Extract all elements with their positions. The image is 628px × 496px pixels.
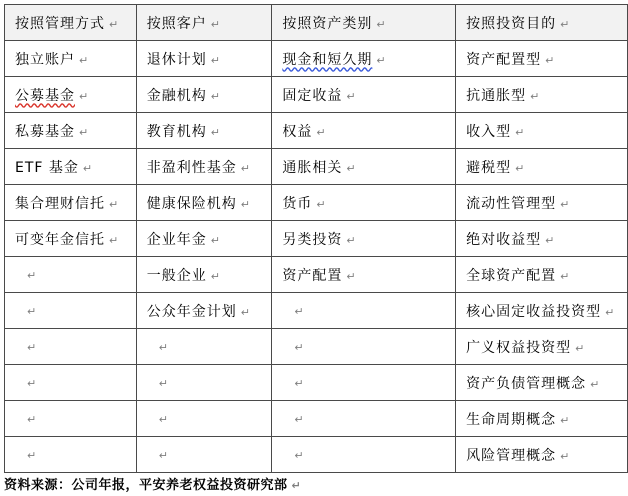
header-cell	[456, 5, 628, 41]
cell-text: 全球资产配置	[466, 267, 557, 284]
cell-text: 退休计划	[146, 51, 207, 68]
table-cell	[5, 257, 137, 293]
header-cell	[136, 5, 272, 41]
paragraph-mark: ↵	[294, 412, 305, 426]
paragraph-mark: ↵	[294, 340, 305, 354]
table-cell	[272, 329, 456, 365]
table-cell	[136, 437, 272, 473]
table-cell	[272, 293, 456, 329]
table-row	[5, 437, 628, 473]
cell-text: 广义权益投资型	[466, 339, 572, 356]
paragraph-mark: ↵	[560, 17, 571, 31]
paragraph-mark: ↵	[158, 376, 169, 390]
paragraph-mark: ↵	[316, 197, 327, 211]
paragraph-mark: ↵	[376, 53, 387, 67]
cell-text: 现金和短久期	[282, 51, 373, 68]
paragraph-mark: ↵	[27, 268, 38, 282]
paragraph-mark: ↵	[575, 341, 586, 355]
table-cell	[136, 185, 272, 221]
paragraph-mark: ↵	[346, 161, 357, 175]
table-body	[5, 41, 628, 473]
table-cell	[136, 113, 272, 149]
table-cell	[456, 329, 628, 365]
paragraph-mark: ↵	[240, 197, 251, 211]
paragraph-mark: ↵	[560, 449, 571, 463]
paragraph-mark: ↵	[210, 17, 221, 31]
cell-text: 货币	[282, 195, 313, 212]
table-row	[5, 329, 628, 365]
table-cell	[5, 329, 137, 365]
paragraph-mark: ↵	[291, 479, 302, 492]
table-row	[5, 257, 628, 293]
table-cell	[136, 41, 272, 77]
table-cell	[5, 365, 137, 401]
paragraph-mark: ↵	[27, 340, 38, 354]
table-cell	[5, 149, 137, 185]
table-row	[5, 365, 628, 401]
table-cell	[136, 329, 272, 365]
table-cell	[136, 401, 272, 437]
paragraph-mark: ↵	[210, 233, 221, 247]
table-cell	[272, 185, 456, 221]
header-text: 按照投资目的	[466, 15, 557, 32]
table-header	[5, 5, 628, 41]
header-text: 按照客户	[146, 15, 207, 32]
cell-text: 固定收益	[282, 87, 343, 104]
paragraph-mark: ↵	[545, 53, 556, 67]
cell-text: 资产负债管理概念	[466, 375, 587, 392]
paragraph-mark: ↵	[158, 412, 169, 426]
table-cell	[136, 257, 272, 293]
paragraph-mark: ↵	[515, 125, 526, 139]
paragraph-mark: ↵	[79, 89, 90, 103]
source-text: 资料来源：公司年报，平安养老权益投资研究部	[4, 478, 288, 493]
cell-text: 一般企业	[146, 267, 207, 284]
table-cell	[136, 221, 272, 257]
table-cell	[5, 293, 137, 329]
table-cell	[456, 185, 628, 221]
paragraph-mark: ↵	[530, 89, 541, 103]
paragraph-mark: ↵	[158, 340, 169, 354]
cell-text: 公众年金计划	[146, 303, 237, 320]
cell-text: 权益	[282, 123, 313, 140]
paragraph-mark: ↵	[560, 413, 571, 427]
table-row	[5, 149, 628, 185]
header-text: 按照资产类别	[282, 15, 373, 32]
cell-text: 教育机构	[146, 123, 207, 140]
source-note	[4, 474, 301, 493]
table-cell	[456, 77, 628, 113]
paragraph-mark: ↵	[82, 161, 94, 175]
table-cell	[272, 41, 456, 77]
table-cell	[456, 401, 628, 437]
table-cell	[5, 41, 137, 77]
table-cell	[456, 437, 628, 473]
cell-text: 核心固定收益投资型	[466, 303, 602, 320]
paragraph-mark: ↵	[27, 376, 38, 390]
cell-text: 金融机构	[146, 87, 207, 104]
cell-text: 公募基金	[15, 87, 75, 104]
table-cell	[272, 401, 456, 437]
paragraph-mark: ↵	[27, 304, 38, 318]
table-cell	[5, 437, 137, 473]
table-cell	[5, 185, 137, 221]
cell-text: 健康保险机构	[146, 195, 237, 212]
table-row	[5, 113, 628, 149]
cell-text: 非盈利性基金	[146, 159, 237, 176]
cell-text: ETF 基金	[15, 159, 79, 176]
table-cell	[136, 77, 272, 113]
paragraph-mark: ↵	[376, 17, 387, 31]
header-text: 按照管理方式	[15, 15, 105, 32]
header-cell	[272, 5, 456, 41]
cell-text: 资产配置	[282, 267, 343, 284]
table-cell	[456, 257, 628, 293]
table-cell	[5, 77, 137, 113]
paragraph-mark: ↵	[545, 233, 556, 247]
table-cell	[456, 293, 628, 329]
table-cell	[456, 365, 628, 401]
cell-text: 私募基金	[15, 123, 75, 140]
paragraph-mark: ↵	[210, 269, 221, 283]
cell-text: 资产配置型	[466, 51, 542, 68]
table-cell	[272, 77, 456, 113]
table-cell	[272, 113, 456, 149]
paragraph-mark: ↵	[346, 269, 357, 283]
paragraph-mark: ↵	[605, 305, 616, 319]
paragraph-mark: ↵	[27, 412, 38, 426]
table-cell	[456, 149, 628, 185]
paragraph-mark: ↵	[316, 125, 327, 139]
classification-table	[4, 4, 628, 473]
table-cell	[456, 221, 628, 257]
table-cell	[136, 293, 272, 329]
cell-text: 抗通胀型	[466, 87, 527, 104]
cell-text: 风险管理概念	[466, 447, 557, 464]
table-row	[5, 41, 628, 77]
table-cell	[136, 365, 272, 401]
table-row	[5, 77, 628, 113]
table-cell	[5, 113, 137, 149]
paragraph-mark: ↵	[210, 125, 221, 139]
paragraph-mark: ↵	[294, 448, 305, 462]
paragraph-mark: ↵	[240, 305, 251, 319]
cell-text: 另类投资	[282, 231, 343, 248]
paragraph-mark: ↵	[27, 448, 38, 462]
paragraph-mark: ↵	[590, 377, 601, 391]
paragraph-mark: ↵	[109, 233, 120, 247]
paragraph-mark: ↵	[346, 89, 357, 103]
table-cell	[272, 149, 456, 185]
cell-text: 企业年金	[146, 231, 207, 248]
cell-text: 集合理财信托	[15, 195, 105, 212]
header-cell	[5, 5, 137, 41]
cell-text: 可变年金信托	[15, 231, 105, 248]
table-row	[5, 293, 628, 329]
table-cell	[5, 221, 137, 257]
table-cell	[272, 257, 456, 293]
cell-text: 独立账户	[15, 51, 75, 68]
cell-text: 绝对收益型	[466, 231, 542, 248]
paragraph-mark: ↵	[346, 233, 357, 247]
paragraph-mark: ↵	[109, 197, 120, 211]
table-cell	[272, 437, 456, 473]
paragraph-mark: ↵	[294, 376, 305, 390]
table-cell	[136, 149, 272, 185]
table-cell	[272, 221, 456, 257]
paragraph-mark: ↵	[560, 269, 571, 283]
cell-text: 通胀相关	[282, 159, 343, 176]
paragraph-mark: ↵	[210, 89, 221, 103]
paragraph-mark: ↵	[109, 17, 120, 31]
table-cell	[5, 401, 137, 437]
paragraph-mark: ↵	[294, 304, 305, 318]
table-cell	[456, 41, 628, 77]
table-cell	[272, 365, 456, 401]
paragraph-mark: ↵	[515, 161, 526, 175]
table-cell	[456, 113, 628, 149]
paragraph-mark: ↵	[79, 125, 90, 139]
table-row	[5, 221, 628, 257]
paragraph-mark: ↵	[158, 448, 169, 462]
cell-text: 避税型	[466, 159, 512, 176]
table-row	[5, 401, 628, 437]
cell-text: 生命周期概念	[466, 411, 557, 428]
paragraph-mark: ↵	[79, 53, 90, 67]
header-row	[5, 5, 628, 41]
table-row	[5, 185, 628, 221]
cell-text: 流动性管理型	[466, 195, 557, 212]
paragraph-mark: ↵	[560, 197, 571, 211]
paragraph-mark: ↵	[210, 53, 221, 67]
cell-text: 收入型	[466, 123, 512, 140]
paragraph-mark: ↵	[240, 161, 251, 175]
